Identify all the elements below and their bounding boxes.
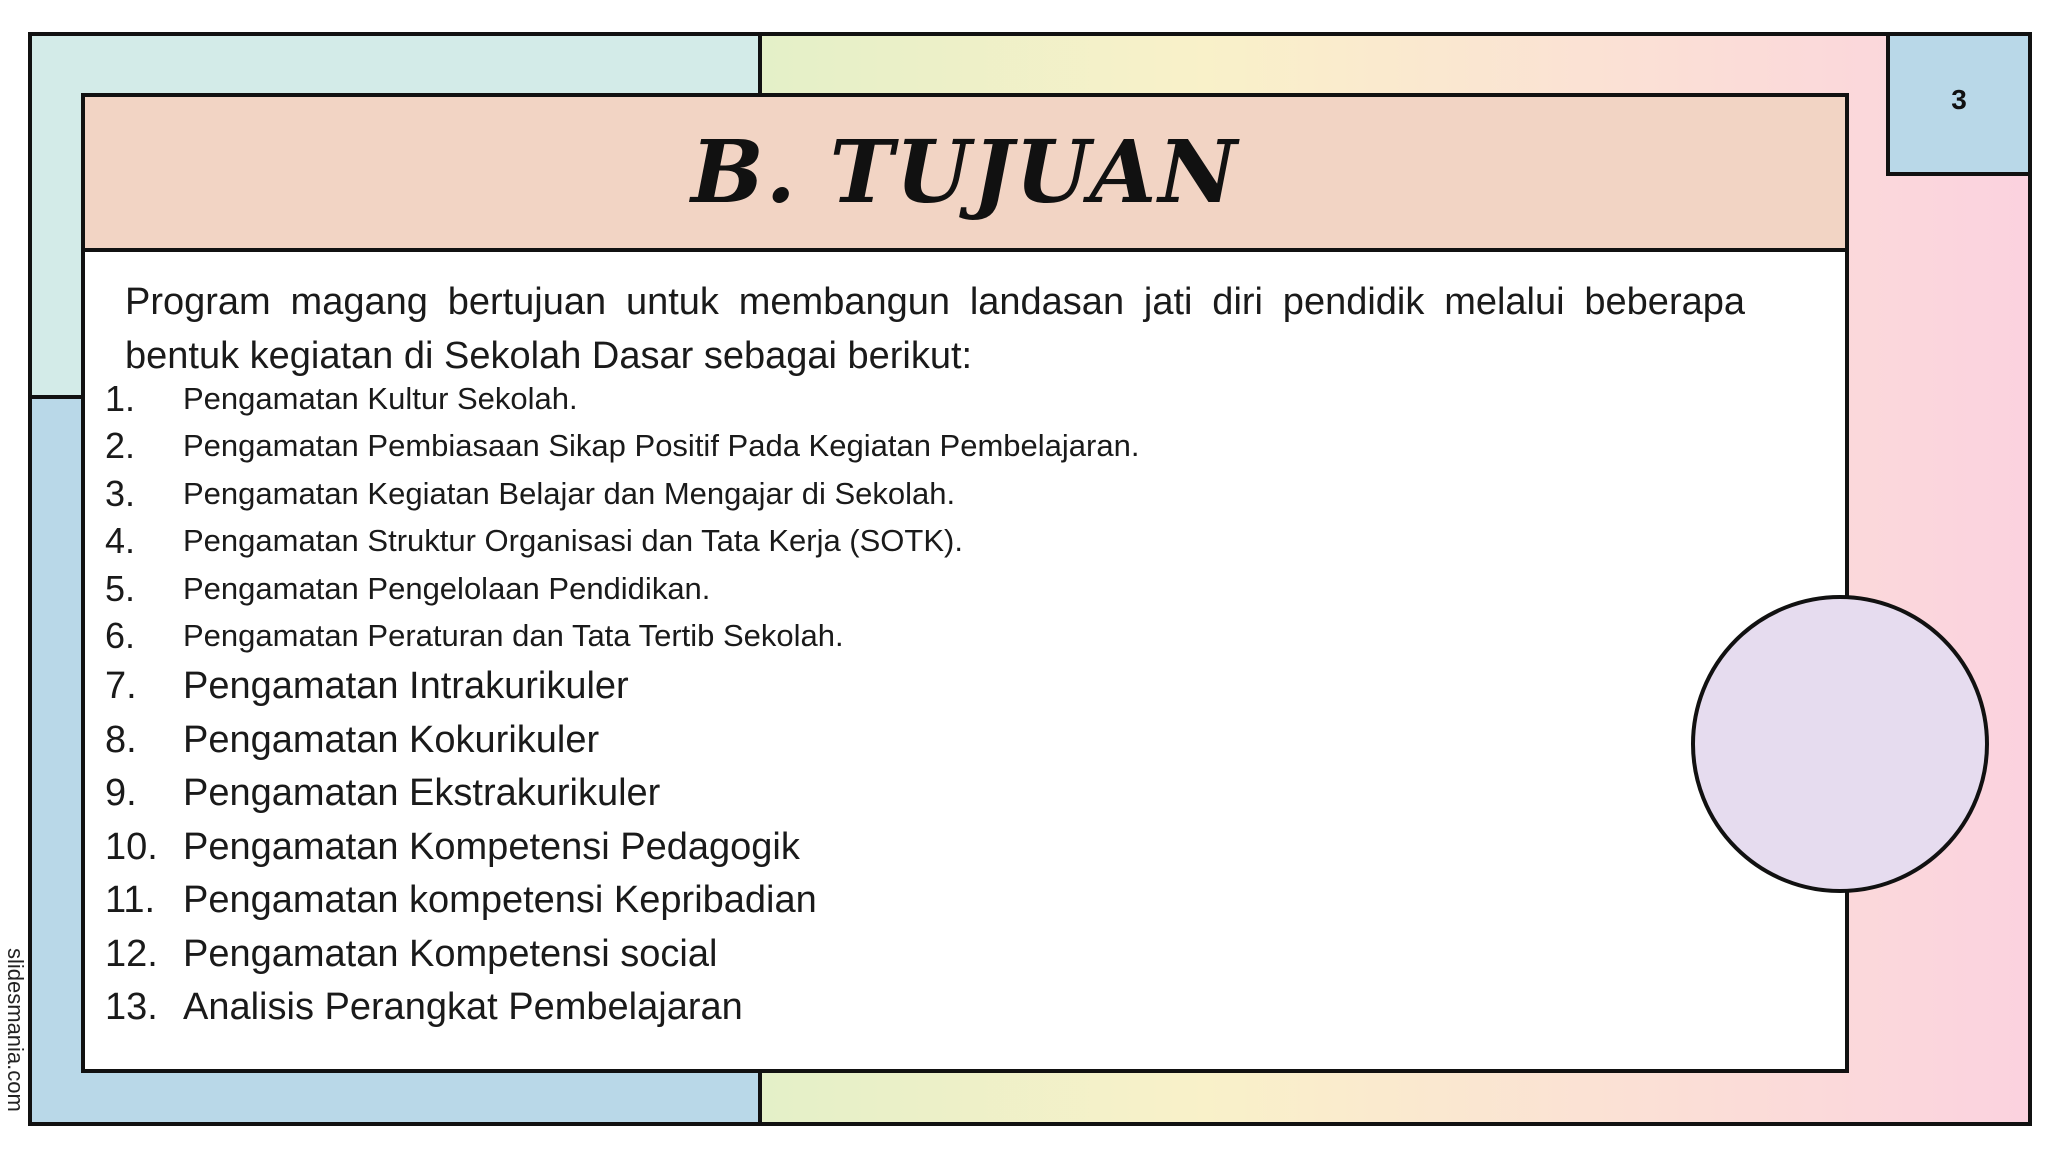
list-item bbox=[105, 565, 1139, 613]
list-item-number: 8. bbox=[105, 718, 137, 761]
list-item bbox=[105, 874, 1139, 928]
watermark-text: slidesmania.com bbox=[3, 948, 28, 1112]
objectives-list bbox=[105, 375, 1139, 1035]
list-item-text: Pengamatan Struktur Organisasi dan Tata Kerja (SOTK). bbox=[183, 523, 963, 559]
list-item-text: Pengamatan Pembiasaan Sikap Positif Pada Kegiatan Pembelajaran. bbox=[183, 428, 1140, 464]
intro-paragraph: Program magang bertujuan untuk membangun landasan jati diri pendidik melalui beberapa bentuk kegiatan di Sekolah Dasar sebagai berikut: bbox=[125, 281, 1745, 377]
list-item-number: 4. bbox=[105, 520, 136, 562]
list-item-text: Analisis Perangkat Pembelajaran bbox=[183, 986, 743, 1029]
list-item-number: 13. bbox=[105, 986, 158, 1029]
list-item-number: 12. bbox=[105, 932, 158, 975]
list-item-text: Pengamatan Intrakurikuler bbox=[183, 665, 629, 708]
list-item bbox=[105, 660, 1139, 714]
list-item-number: 3. bbox=[105, 472, 136, 514]
list-item-text: Pengamatan Ekstrakurikuler bbox=[183, 772, 661, 815]
list-item-text: Pengamatan Peraturan dan Tata Tertib Sekolah. bbox=[183, 618, 844, 654]
list-item-number: 7. bbox=[105, 665, 137, 708]
list-item-number: 6. bbox=[105, 615, 136, 657]
list-item bbox=[105, 470, 1139, 518]
list-item bbox=[105, 613, 1139, 661]
list-item-number: 9. bbox=[105, 772, 137, 815]
list-item-text: Pengamatan kompetensi Kepribadian bbox=[183, 879, 817, 922]
title-bar bbox=[85, 97, 1845, 252]
list-item-number: 11. bbox=[105, 879, 156, 922]
list-item bbox=[105, 767, 1139, 821]
list-item bbox=[105, 714, 1139, 768]
list-item-text: Pengamatan Pengelolaan Pendidikan. bbox=[183, 570, 711, 606]
list-item bbox=[105, 375, 1139, 423]
page-number: 3 bbox=[1951, 84, 1967, 115]
list-item-text: Pengamatan Kegiatan Belajar dan Mengajar di Sekolah. bbox=[183, 475, 956, 511]
list-item bbox=[105, 423, 1139, 471]
decorative-circle bbox=[1691, 595, 1989, 893]
list-item-text: Pengamatan Kompetensi Pedagogik bbox=[183, 825, 800, 868]
list-item bbox=[105, 518, 1139, 566]
list-item bbox=[105, 821, 1139, 875]
page-number-box bbox=[1886, 32, 2032, 176]
list-item-text: Pengamatan Kokurikuler bbox=[183, 718, 600, 761]
list-item-number: 1. bbox=[105, 377, 136, 419]
slide-title: B. TUJUAN bbox=[691, 122, 1239, 223]
list-item-number: 10. bbox=[105, 825, 158, 868]
list-item-text: Pengamatan Kompetensi social bbox=[183, 932, 718, 975]
list-item-text: Pengamatan Kultur Sekolah. bbox=[183, 380, 578, 416]
content-card bbox=[81, 93, 1849, 1073]
list-item-number: 2. bbox=[105, 425, 136, 467]
list-item-number: 5. bbox=[105, 567, 136, 609]
list-item bbox=[105, 928, 1139, 982]
list-item bbox=[105, 981, 1139, 1035]
